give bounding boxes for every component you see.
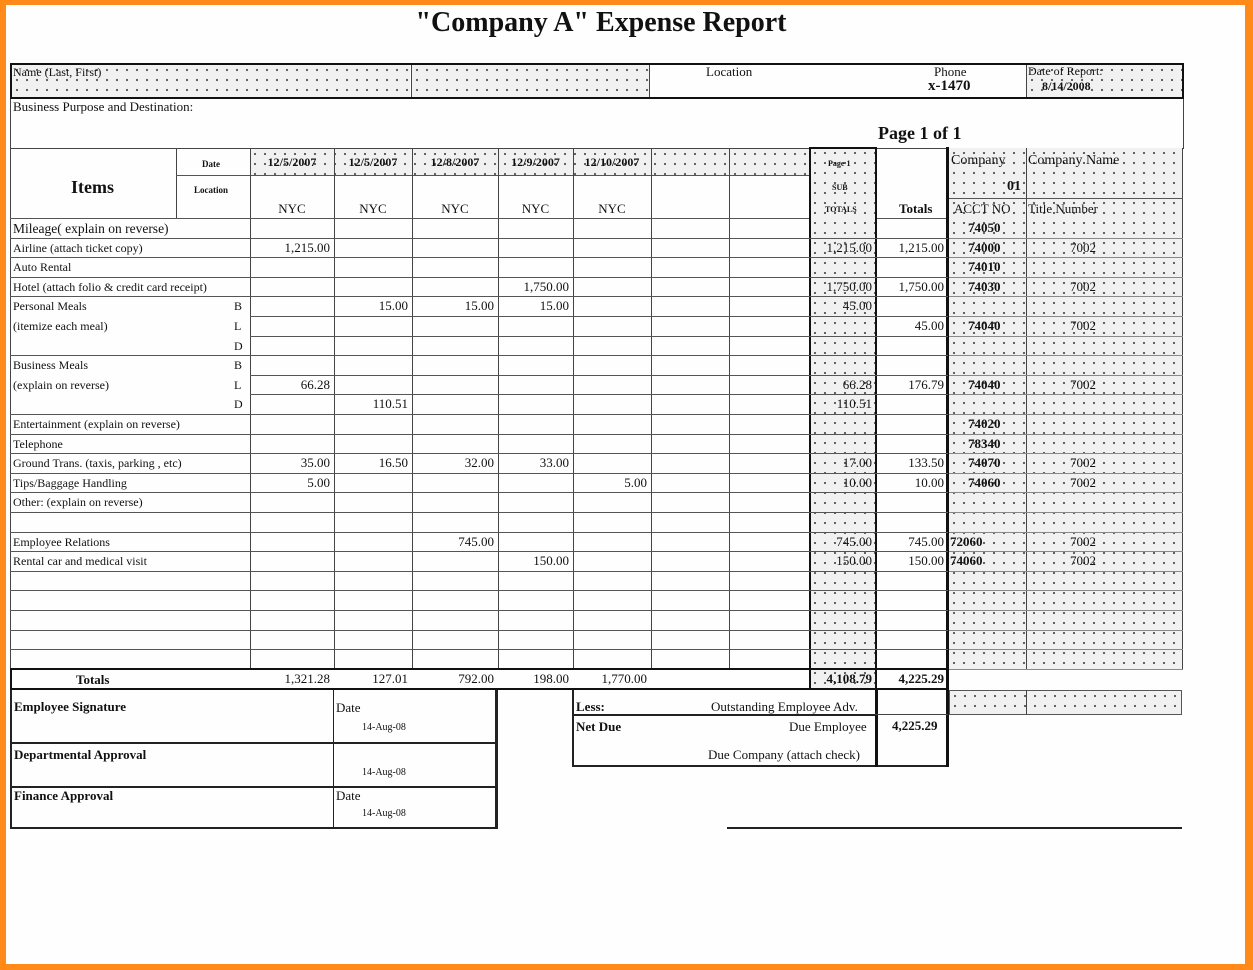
account-number[interactable]: 78340 xyxy=(968,435,1001,451)
amount-cell[interactable]: 1,750.00 xyxy=(523,278,569,294)
meal-indicator: B xyxy=(234,358,243,373)
employee-signature-label: Employee Signature xyxy=(14,699,127,714)
amount-cell[interactable]: 35.00 xyxy=(300,455,330,471)
title-number[interactable]: 7002 xyxy=(1070,474,1096,490)
location-day-4[interactable]: NYC xyxy=(521,201,550,216)
table-row xyxy=(10,316,948,336)
date-header-day-5[interactable]: 12/10/2007 xyxy=(584,155,640,169)
table-row xyxy=(10,590,948,610)
location-label: Location xyxy=(706,64,753,79)
row-label: Telephone xyxy=(13,436,63,451)
company-label: Company xyxy=(951,153,1006,168)
business-purpose-label: Business Purpose and Destination: xyxy=(13,99,194,114)
location-day-3[interactable]: NYC xyxy=(441,201,469,216)
title-number[interactable]: 7002 xyxy=(1070,278,1096,294)
date-of-report-label: Date of Report: xyxy=(1028,64,1103,78)
phone-value: x-1470 xyxy=(928,78,971,94)
finance-date-label: Date xyxy=(336,788,361,803)
employee-date-value[interactable]: 14-Aug-08 xyxy=(362,722,406,733)
amount-cell[interactable]: 1,215.00 xyxy=(284,239,330,255)
row-label: Airline (attach ticket copy) xyxy=(13,240,143,255)
due-employee-label: Due Employee xyxy=(789,719,867,734)
meal-indicator: B xyxy=(234,299,243,314)
date-header-day-2[interactable]: 12/5/2007 xyxy=(348,155,398,169)
name-label: Name (Last, First) xyxy=(13,65,102,79)
table-row xyxy=(10,375,948,395)
row-total-cell: 133.50 xyxy=(908,455,944,471)
phone-label: Phone xyxy=(934,64,967,79)
signature-line xyxy=(727,827,1182,829)
table-row xyxy=(10,551,948,571)
finance-approval-field[interactable] xyxy=(12,805,332,827)
employee-date-label: Date xyxy=(336,700,361,715)
table-row xyxy=(10,473,948,493)
table-row xyxy=(10,630,948,650)
company-name-label: Company Name xyxy=(1028,153,1120,168)
due-company-label: Due Company (attach check) xyxy=(708,747,860,762)
account-number[interactable]: 74070 xyxy=(968,455,1001,471)
account-number[interactable]: 74030 xyxy=(968,278,1001,294)
row-total-cell: 745.00 xyxy=(908,533,944,549)
amount-cell[interactable]: 33.00 xyxy=(539,455,569,471)
subtotal-cell: 10.00 xyxy=(842,474,872,490)
table-row xyxy=(10,257,948,277)
row-label: Employee Relations xyxy=(13,534,110,549)
row-label: Auto Rental xyxy=(13,260,72,275)
subtotal-cell: 1,750.00 xyxy=(826,278,872,294)
row-total-cell: 1,215.00 xyxy=(898,239,944,255)
location-day-5[interactable]: NYC xyxy=(598,201,626,216)
account-number[interactable]: 74050 xyxy=(968,220,1001,235)
day-total-cell: 1,770.00 xyxy=(601,671,647,686)
meal-indicator: L xyxy=(234,377,242,392)
acct-no-label: ACCT NO xyxy=(954,201,1011,216)
due-company-field[interactable] xyxy=(878,740,945,764)
table-row xyxy=(10,394,948,414)
employee-signature-field[interactable] xyxy=(12,717,332,741)
totals-row-label: Totals xyxy=(76,672,110,687)
table-row xyxy=(10,434,948,454)
location-header: Location xyxy=(194,185,229,195)
day-total-cell: 198.00 xyxy=(533,671,569,686)
table-row xyxy=(10,336,948,356)
title-number[interactable]: 7002 xyxy=(1070,318,1096,333)
grand-total: 4,225.29 xyxy=(898,671,944,686)
day-total-cell: 1,321.28 xyxy=(284,671,330,686)
account-number[interactable]: 74060 xyxy=(950,553,983,569)
row-label: Ground Trans. (taxis, parking , etc) xyxy=(13,456,182,471)
title-number-label: Title Number xyxy=(1028,201,1098,216)
row-label: Entertainment (explain on reverse) xyxy=(13,417,180,431)
net-due-label: Net Due xyxy=(576,719,622,734)
date-header-day-3[interactable]: 12/8/2007 xyxy=(430,155,480,169)
date-header-day-4[interactable]: 12/9/2007 xyxy=(511,155,560,169)
subtotal-header-line1: Page 1 xyxy=(828,159,851,168)
amount-cell[interactable]: 15.00 xyxy=(378,298,408,314)
row-total-cell: 10.00 xyxy=(914,474,944,490)
subtotal-cell: 66.28 xyxy=(842,376,872,392)
amount-cell[interactable]: 5.00 xyxy=(307,474,330,490)
table-row xyxy=(10,355,948,375)
location-day-1[interactable]: NYC xyxy=(278,201,306,216)
amount-cell[interactable]: 16.50 xyxy=(378,455,408,471)
day-total-cell: 127.01 xyxy=(372,671,408,686)
row-label: Personal Meals xyxy=(13,299,87,314)
account-number[interactable]: 74040 xyxy=(968,318,1001,333)
row-total-cell: 150.00 xyxy=(908,553,944,569)
less-label: Less: xyxy=(576,699,605,714)
title-number[interactable]: 7002 xyxy=(1070,533,1096,549)
items-header: Items xyxy=(71,177,114,197)
table-row xyxy=(10,492,948,512)
amount-cell[interactable]: 15.00 xyxy=(464,298,494,314)
amount-cell[interactable]: 32.00 xyxy=(464,455,494,471)
subtotal-cell: 45.00 xyxy=(842,298,872,314)
account-number[interactable]: 72060 xyxy=(950,533,983,549)
account-number[interactable]: 74060 xyxy=(968,474,1001,490)
amount-cell[interactable]: 745.00 xyxy=(458,533,494,549)
title-number[interactable]: 7002 xyxy=(1070,239,1096,255)
departmental-date-value[interactable]: 14-Aug-08 xyxy=(362,767,406,778)
title-number[interactable]: 7002 xyxy=(1070,553,1096,569)
account-number[interactable]: 74010 xyxy=(968,259,1001,275)
row-label: Rental car and medical visit xyxy=(13,554,147,569)
departmental-approval-label: Departmental Approval xyxy=(14,747,147,762)
outstanding-advance-label: Outstanding Employee Adv. xyxy=(711,699,858,714)
table-row xyxy=(10,571,948,591)
table-row xyxy=(10,238,948,258)
subtotal-cell: 1,215.00 xyxy=(826,239,872,255)
subtotal-cell: 110.51 xyxy=(836,396,872,412)
amount-cell[interactable]: 110.51 xyxy=(372,396,408,412)
location-day-2[interactable]: NYC xyxy=(359,201,387,216)
meal-indicator: L xyxy=(234,319,242,333)
row-total-cell: 45.00 xyxy=(914,318,944,333)
title-number[interactable]: 7002 xyxy=(1070,376,1096,392)
subtotal-grand-total: 4,108.79 xyxy=(826,671,872,686)
row-label: Business Meals xyxy=(13,358,88,373)
title-number[interactable]: 7002 xyxy=(1070,455,1096,471)
meal-indicator: D xyxy=(234,397,243,412)
date-header: Date xyxy=(202,159,220,169)
report-title: "Company A" Expense Report xyxy=(415,7,787,38)
date-header-day-1[interactable]: 12/5/2007 xyxy=(267,155,317,169)
account-number[interactable]: 74040 xyxy=(968,376,1001,392)
finance-date-value[interactable]: 14-Aug-08 xyxy=(362,808,406,819)
subtotal-cell: 150.00 xyxy=(836,553,872,569)
totals-column-header: Totals xyxy=(899,201,933,216)
row-total-cell: 1,750.00 xyxy=(898,278,944,294)
subtotal-cell: 17.00 xyxy=(842,455,872,471)
due-employee-value: 4,225.29 xyxy=(892,718,938,733)
departmental-approval-field[interactable] xyxy=(12,765,332,785)
expense-report-page xyxy=(6,5,1245,964)
company-value: 01 xyxy=(1007,179,1021,194)
row-label: Other: (explain on reverse) xyxy=(13,495,143,510)
table-row xyxy=(10,610,948,630)
summary-account-strip xyxy=(949,690,1182,715)
row-label: Hotel (attach folio & credit card receipt) xyxy=(13,279,207,294)
subtotal-cell: 745.00 xyxy=(836,533,872,549)
name-field-extension[interactable] xyxy=(411,65,649,97)
amount-cell[interactable]: 5.00 xyxy=(624,474,647,490)
date-of-report-value: 8/14/2008 xyxy=(1042,79,1091,93)
account-number[interactable]: 74020 xyxy=(968,416,1001,431)
meal-indicator: D xyxy=(234,338,243,353)
row-label: (explain on reverse) xyxy=(13,377,109,392)
row-label: Tips/Baggage Handling xyxy=(13,475,127,490)
row-label: (itemize each meal) xyxy=(13,319,108,333)
table-row xyxy=(10,649,948,669)
amount-cell[interactable]: 15.00 xyxy=(539,298,569,314)
day-total-cell: 792.00 xyxy=(458,671,494,686)
row-label: Mileage( explain on reverse) xyxy=(13,221,169,236)
subtotal-header-line2: SUB xyxy=(832,183,848,192)
row-total-cell: 176.79 xyxy=(908,376,944,392)
page-indicator: Page 1 of 1 xyxy=(878,123,962,143)
amount-cell[interactable]: 150.00 xyxy=(533,553,569,569)
finance-approval-label: Finance Approval xyxy=(14,788,114,803)
outstanding-advance-field[interactable] xyxy=(878,692,945,713)
subtotal-header-line3: TOTALS xyxy=(825,205,857,214)
table-row xyxy=(10,512,948,532)
account-number[interactable]: 74000 xyxy=(968,239,1001,255)
amount-cell[interactable]: 66.28 xyxy=(300,376,330,392)
